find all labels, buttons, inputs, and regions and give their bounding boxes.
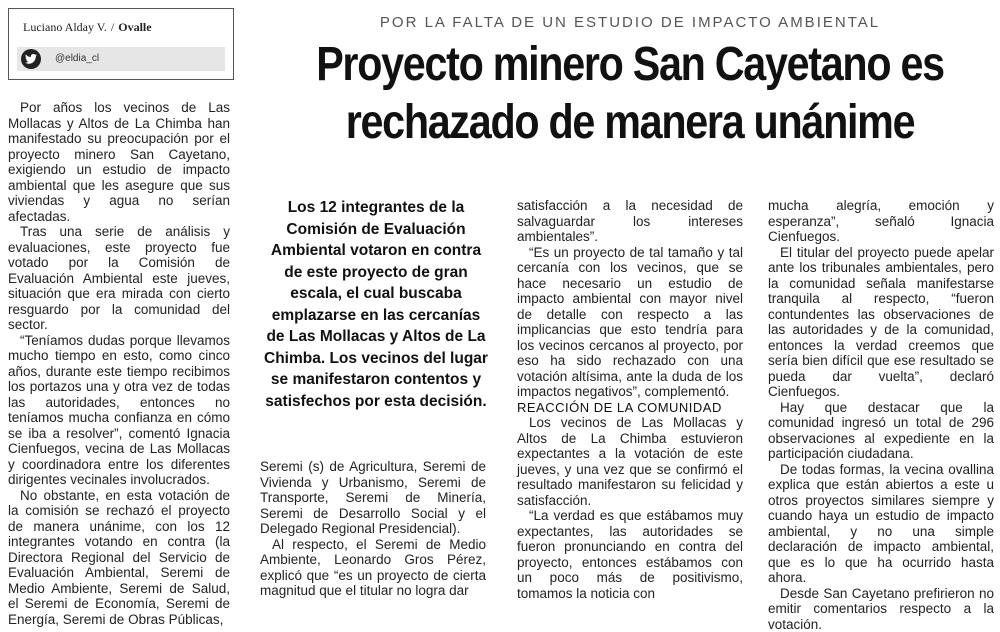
paragraph: “La verdad es que estábamos muy expectantes, las autoridades se fueron pronunciando en contra del proyecto, entonces estábamos con un poco más de positivismo, tomamos la noticia con bbox=[517, 508, 743, 601]
paragraph: Tras una serie de análisis y evaluaciones, este proyecto fue votado por la Comisión de Evaluación Ambiental este jueves, situación que era mirada con cierto resguardo por la comunidad del sector. bbox=[8, 224, 230, 333]
byline-separator: / bbox=[111, 20, 114, 34]
author-name: Luciano Alday V. bbox=[23, 20, 107, 34]
twitter-bird-icon bbox=[21, 49, 41, 69]
column-3 bbox=[517, 198, 743, 601]
kicker: POR LA FALTA DE UN ESTUDIO DE IMPACTO AMBIENTAL bbox=[250, 14, 1000, 31]
lead-paragraph: Los 12 integrantes de la Comisión de Evaluación Ambiental votaron en contra de este proyecto de gran escala, el cual buscaba emplazarse en las cercanías de Las Mollacas y Altos de La Chimba. Los vecinos del lugar se manifestaron contentos y satisfechos por esta decisión. bbox=[263, 197, 489, 412]
column-1 bbox=[8, 100, 230, 627]
paragraph: satisfacción a la necesidad de salvaguardar los intereses ambientales”. bbox=[517, 198, 743, 245]
twitter-bar[interactable] bbox=[17, 47, 225, 71]
twitter-handle[interactable]: @eldia_cl bbox=[55, 53, 99, 64]
author-byline bbox=[23, 20, 152, 35]
paragraph: Los vecinos de Las Mollacas y Altos de La Chimba estuvieron expectantes a la votación de este jueves, y una vez que se confirmó el resultado manifestaron su felicidad y satisfacción. bbox=[517, 415, 743, 508]
byline-box bbox=[8, 8, 234, 80]
column-4 bbox=[768, 198, 994, 632]
paragraph: El titular del proyecto puede apelar ante los tribunales ambientales, pero la comunidad señala manifestarse tranquila al respecto, “fueron contundentes las observaciones de las autoridades y de la comunidad, entonces la verdad creemos que sería bien difícil que ese resultado se pueda dar vuelta”, declaró Cienfuegos. bbox=[768, 245, 994, 400]
section-subhead: REACCIÓN DE LA COMUNIDAD bbox=[517, 400, 743, 416]
paragraph: Hay que destacar que la comunidad ingresó un total de 296 observaciones al expediente en la participación ciudadana. bbox=[768, 400, 994, 462]
paragraph: “Teníamos dudas porque llevamos mucho tiempo en esto, como cinco años, durante este tiempo recibimos los portazos una y otra vez de todas las autoridades, entonces no teníamos mucha confianza en cómo se iba a resolver”, comentó Ignacia Cienfuegos, vecina de Las Mollacas y coordinadora entre los diferentes dirigentes vecinales involucrados. bbox=[8, 333, 230, 488]
paragraph: No obstante, en esta votación de la comisión se rechazó el proyecto de manera unánime, con los 12 integrantes votando en contra (la Directora Regional del Servicio de Evaluación Ambiental, Seremi de Medio Ambiente, Seremi de Salud, el Seremi de Economía, Seremi de Energía, Seremi de Obras Públicas, bbox=[8, 488, 230, 628]
paragraph: Seremi (s) de Agricultura, Seremi de Vivienda y Urbanismo, Seremi de Transporte, Seremi de Minería, Seremi de Desarrollo Social y el Delegado Regional Presidencial). bbox=[260, 459, 486, 537]
paragraph: Desde San Cayetano prefirieron no emitir comentarios respecto a la votación. bbox=[768, 586, 994, 632]
column-2 bbox=[260, 459, 486, 599]
paragraph: De todas formas, la vecina ovallina explica que están abiertos a este u otros proyectos similares siempre y cuando haya un estudio de impacto ambiental, y no una simple declaración de impacto ambiental, que es lo que ha ocurrido hasta ahora. bbox=[768, 462, 994, 586]
paragraph: “Es un proyecto de tal tamaño y tal cercanía con los vecinos, que se hace necesario un estudio de impacto ambiental con mayor nivel de detalle con respecto a las implicancias que esto tendría para los vecinos cercanos al proyecto, por eso ha sido rechazado con una votación altísima, ante la duda de los impactos negativos”, complementó. bbox=[517, 245, 743, 400]
paragraph: mucha alegría, emoción y esperanza”, señaló Ignacia Cienfuegos. bbox=[768, 198, 994, 245]
byline-city: Ovalle bbox=[118, 20, 151, 34]
headline: Proyecto minero San Cayetano es rechazado de manera unánime bbox=[312, 36, 948, 152]
paragraph: Al respecto, el Seremi de Medio Ambiente, Leonardo Gros Pérez, explicó que “es un proyecto de cierta magnitud que el titular no logra dar bbox=[260, 537, 486, 599]
paragraph: Por años los vecinos de Las Mollacas y Altos de La Chimba han manifestado su preocupación por el proyecto minero San Cayetano, exigiendo un estudio de impacto ambiental que les asegure que sus viviendas y agua no serían afectadas. bbox=[8, 100, 230, 224]
